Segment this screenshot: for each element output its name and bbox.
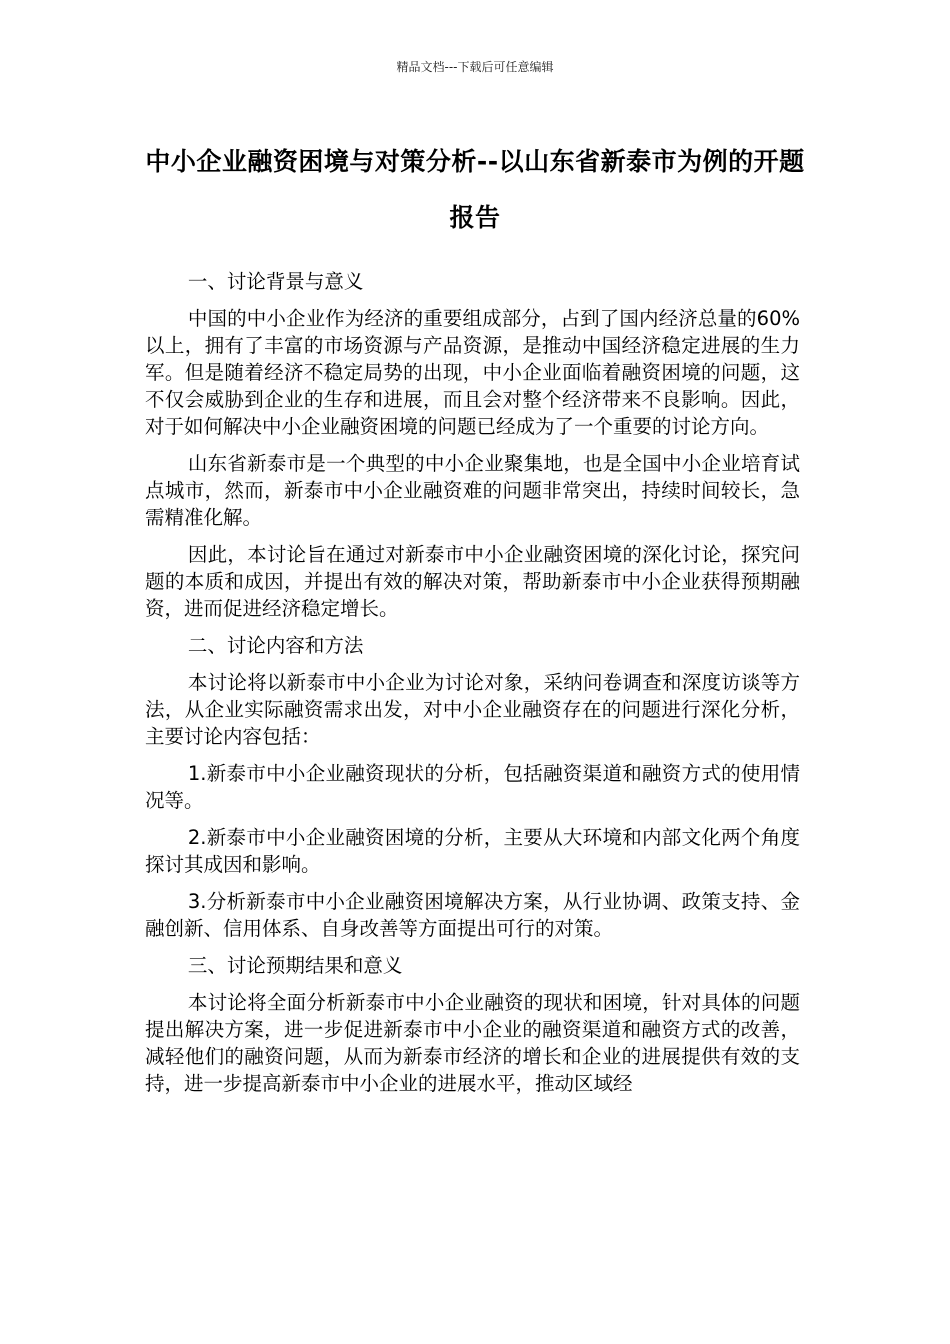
document-title: 中小企业融资困境与对策分析--以山东省新泰市为例的开题报告 bbox=[145, 147, 805, 232]
section-2-list-item-1: 1.新泰市中小企业融资现状的分析，包括融资渠道和融资方式的使用情况等。 bbox=[145, 762, 800, 812]
section-1-heading: 一、讨论背景与意义 bbox=[187, 270, 364, 293]
section-1-paragraph-3: 因此，本讨论旨在通过对新泰市中小企业融资困境的深化讨论，探究问题的本质和成因，并提出有效的解决对策，帮助新泰市中小企业获得预期融资，进而促进经济稳定增长。 bbox=[145, 543, 800, 620]
section-2-paragraph-1: 本讨论将以新泰市中小企业为讨论对象，采纳问卷调查和深度访谈等方法，从企业实际融资需求出发，对中小企业融资存在的问题进行深化分析，主要讨论内容包括： bbox=[145, 671, 800, 748]
section-3-paragraph-1: 本讨论将全面分析新泰市中小企业融资的现状和困境，针对具体的问题提出解决方案，进一步促进新泰市中小企业的融资渠道和融资方式的改善，减轻他们的融资问题，从而为新泰市经济的增长和企业的进展提供有效的支持，进一步提高新泰市中小企业的进展水平，推动区域经 bbox=[145, 991, 800, 1095]
section-3-heading: 三、讨论预期结果和意义 bbox=[187, 954, 403, 977]
section-2-list-item-3: 3.分析新泰市中小企业融资困境解决方案，从行业协调、政策支持、金融创新、信用体系、自身改善等方面提出可行的对策。 bbox=[145, 890, 800, 940]
document-body bbox=[145, 268, 800, 1107]
header-note: 精品文档---下载后可任意编辑 bbox=[396, 60, 554, 74]
section-1-paragraph-2: 山东省新泰市是一个典型的中小企业聚集地，也是全国中小企业培育试点城市，然而，新泰市中小企业融资难的问题非常突出，持续时间较长，急需精准化解。 bbox=[145, 452, 800, 529]
section-1-paragraph-1: 中国的中小企业作为经济的重要组成部分，占到了国内经济总量的60%以上，拥有了丰富的市场资源与产品资源，是推动中国经济稳定进展的生力军。但是随着经济不稳定局势的出现，中小企业面临着融资困境的问题，这不仅会威胁到企业的生存和进展，而且会对整个经济带来不良影响。因此，对于如何解决中小企业融资困境的问题已经成为了一个重要的讨论方向。 bbox=[145, 307, 800, 438]
section-2-list-item-2: 2.新泰市中小企业融资困境的分析，主要从大环境和内部文化两个角度探讨其成因和影响。 bbox=[145, 826, 800, 876]
section-2-heading: 二、讨论内容和方法 bbox=[187, 634, 364, 657]
